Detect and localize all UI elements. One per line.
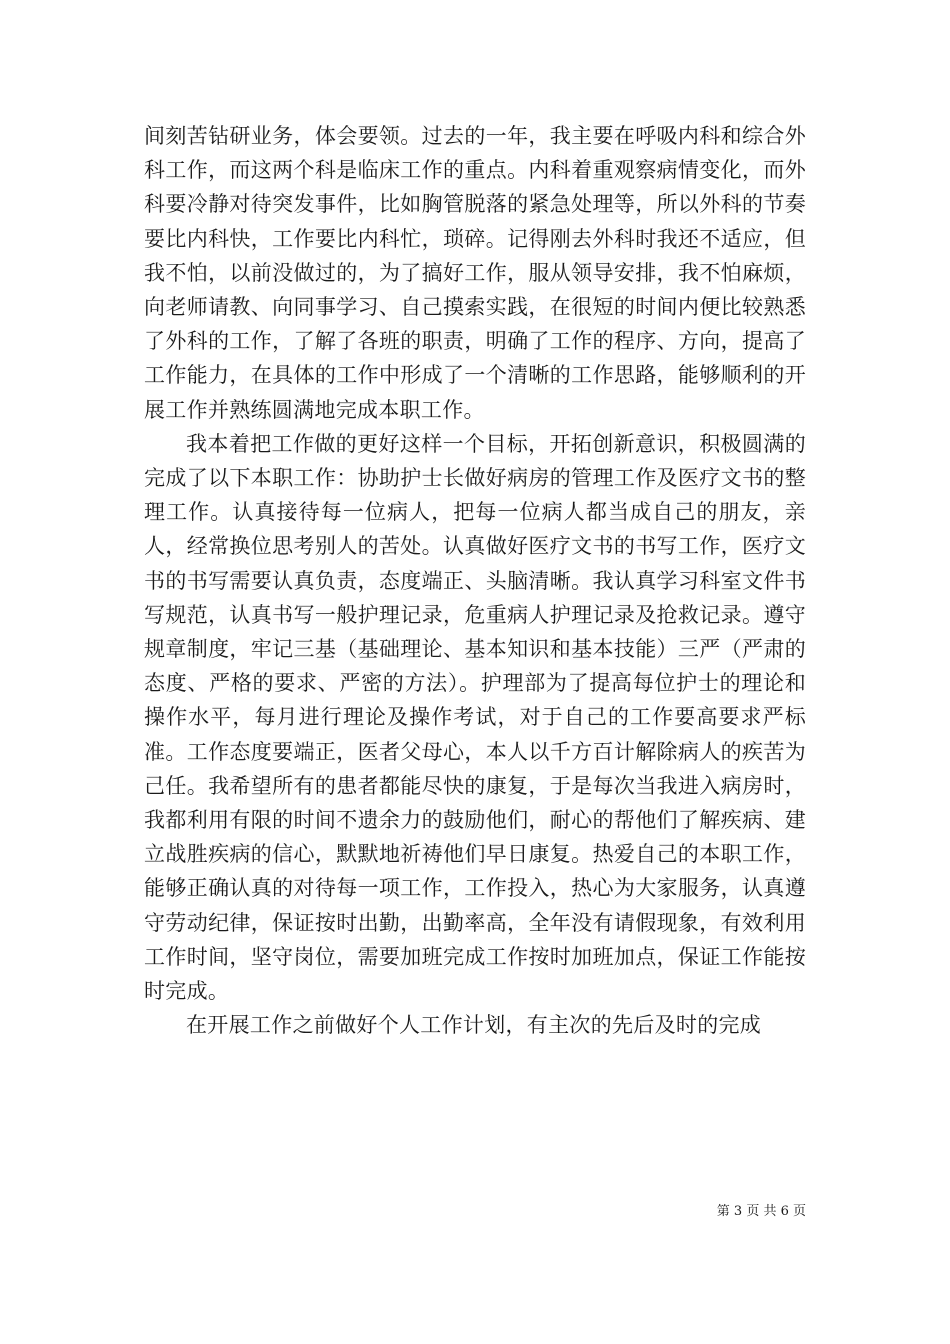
- page-number-footer: 第 3 页 共 6 页: [716, 1204, 806, 1219]
- paragraph-continued: 间刻苦钻研业务，体会要领。过去的一年，我主要在呼吸内科和综合外科工作，而这两个科是临床工作的重点。内科着重观察病情变化，而外科要冷静对待突发事件，比如胸管脱落的紧急处理等，所以外科的节奏要比内科快，工作要比内科忙，琐碎。记得刚去外科时我还不适应，但我不怕，以前没做过的，为了搞好工作，服从领导安排，我不怕麻烦，向老师请教、向同事学习、自己摸索实践，在很短的时间内便比较熟悉了外科的工作，了解了各班的职责，明确了工作的程序、方向，提高了工作能力，在具体的工作中形成了一个清晰的工作思路，能够顺利的开展工作并熟练圆满地完成本职工作。: [144, 124, 806, 422]
- paragraph: 我本着把工作做的更好这样一个目标，开拓创新意识，积极圆满的完成了以下本职工作：协助护士长做好病房的管理工作及医疗文书的整理工作。认真接待每一位病人，把每一位病人都当成自己的朋友，亲人，经常换位思考别人的苦处。认真做好医疗文书的书写工作，医疗文书的书写需要认真负责，态度端正、头脑清晰。我认真学习科室文件书写规范，认真书写一般护理记录，危重病人护理记录及抢救记录。遵守规章制度，牢记三基（基础理论、基本知识和基本技能）三严（严肃的态度、严格的要求、严密的方法）。护理部为了提高每位护士的理论和操作水平，每月进行理论及操作考试，对于自己的工作要高要求严标准。工作态度要端正，医者父母心，本人以千方百计解除病人的疾苦为己任。我希望所有的患者都能尽快的康复，于是每次当我进入病房时，我都利用有限的时间不遗余力的鼓励他们，耐心的帮他们了解疾病、建立战胜疾病的信心，默默地祈祷他们早日康复。热爱自己的本职工作，能够正确认真的对待每一项工作，工作投入，热心为大家服务，认真遵守劳动纪律，保证按时出勤，出勤率高，全年没有请假现象，有效利用工作时间，坚守岗位，需要加班完成工作按时加班加点，保证工作能按时完成。: [144, 431, 806, 1004]
- body-text: [144, 119, 806, 1042]
- paragraph: 在开展工作之前做好个人工作计划，有主次的先后及时的完成: [186, 1013, 762, 1038]
